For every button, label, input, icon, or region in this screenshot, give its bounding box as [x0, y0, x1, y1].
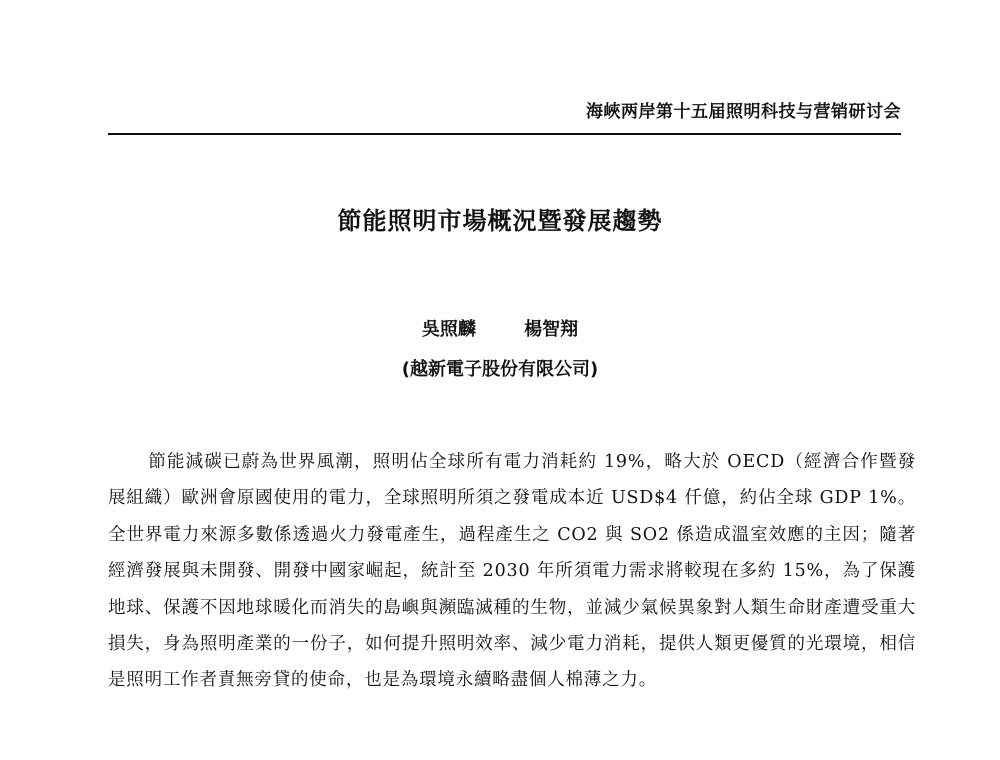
author-line	[0, 317, 1000, 343]
running-header: 海峽两岸第十五届照明科技与营销研讨会	[586, 102, 901, 122]
body-paragraph: 節能減碳已蔚為世界風潮，照明佔全球所有電力消耗約 19%，略大於 OECD（經濟合作暨發展組織）歐洲會原國使用的電力，全球照明所須之發電成本近 USD$4 仟億，約佔全球 GDP 1%。全世界電力來源多數係透過火力發電產生，過程產生之 CO2 與 SO2 係造成溫室效應的主因；隨著經濟發展與未開發、開發中國家崛起，統計至 2030 年所須電力需求將較現在多約 15%，為了保護地球、保護不因地球暖化而消失的島嶼與瀕臨滅種的生物，並減少氣候異象對人類生命財產遭受重大損失，身為照明產業的一份子，如何提升照明效率、減少電力消耗，提供人類更優質的光環境，相信是照明工作者責無旁貸的使命，也是為環境永續略盡個人棉薄之力。	[108, 452, 916, 691]
header-divider	[108, 133, 901, 135]
author-name: 吳照麟	[421, 319, 476, 340]
author-affiliation: (越新電子股份有限公司)	[401, 359, 599, 380]
author-name: 楊智翔	[524, 319, 579, 340]
paper-title: 節能照明市場概況暨發展趨勢	[337, 207, 663, 235]
